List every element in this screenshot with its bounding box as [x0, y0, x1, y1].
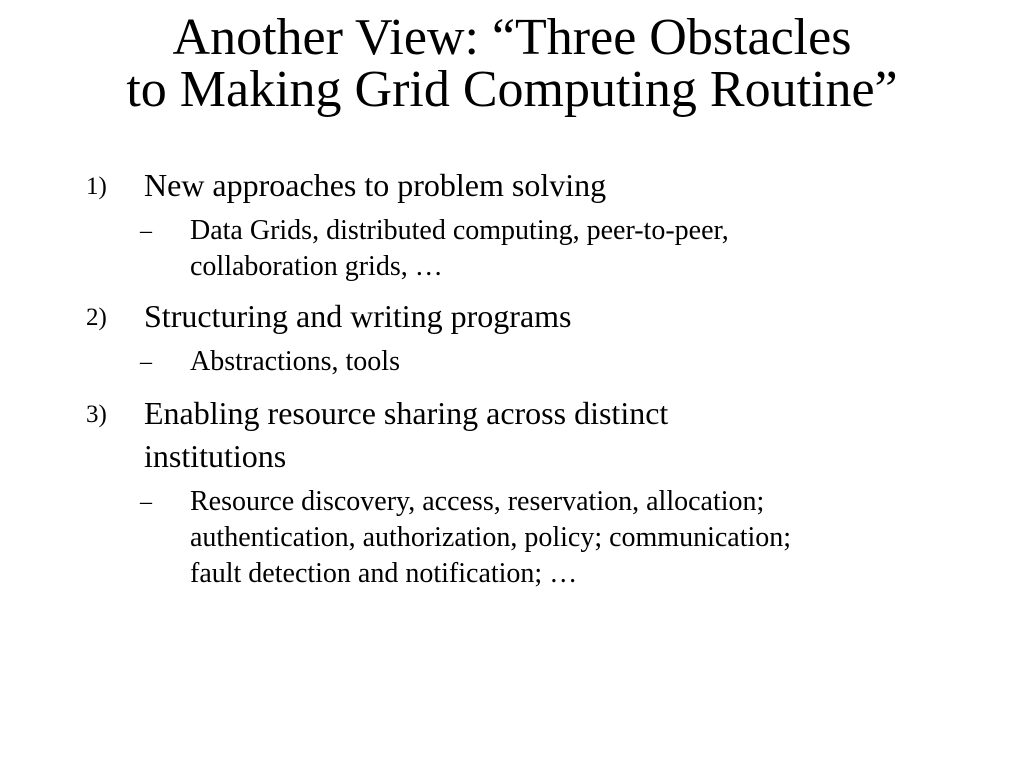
- sub-item-1-line-2: collaboration grids, …: [190, 251, 443, 282]
- numbered-list: [0, 164, 1024, 592]
- dash-bullet: –: [140, 489, 152, 515]
- list-item-2-text: Structuring and writing programs: [144, 298, 572, 334]
- title-line-1: Another View: “Three Obstacles: [172, 9, 852, 66]
- list-item-2: [86, 295, 936, 380]
- list-item-3-text-line-1: Enabling resource sharing across distinct: [144, 395, 669, 431]
- sub-item-1: [86, 213, 936, 285]
- list-item-2-row: [86, 295, 936, 338]
- list-item-3-number: 3): [86, 401, 107, 428]
- dash-bullet: –: [140, 218, 152, 244]
- list-item-3-row: [86, 392, 936, 478]
- list-item-3: [86, 392, 936, 592]
- sub-item-3-line-2: authentication, authorization, policy; communication;: [190, 522, 792, 553]
- sub-item-2-line-1: Abstractions, tools: [190, 346, 400, 377]
- list-item-2-number: 2): [86, 304, 107, 331]
- sub-item-3-line-3: fault detection and notification; …: [190, 558, 578, 589]
- dash-bullet: –: [140, 349, 152, 375]
- sub-item-3-line-1: Resource discovery, access, reservation, allocation;: [190, 486, 765, 517]
- slide-title: [0, 9, 1024, 118]
- list-item-1: [86, 164, 936, 285]
- sub-item-2: [86, 344, 936, 380]
- list-item-1-number: 1): [86, 173, 107, 200]
- sub-item-3: [86, 484, 936, 592]
- title-line-2: to Making Grid Computing Routine”: [126, 61, 898, 118]
- list-item-3-text-line-2: institutions: [144, 438, 287, 474]
- list-item-1-row: [86, 164, 936, 207]
- sub-item-1-line-1: Data Grids, distributed computing, peer-to-peer,: [190, 215, 729, 246]
- list-item-1-text: New approaches to problem solving: [144, 167, 607, 203]
